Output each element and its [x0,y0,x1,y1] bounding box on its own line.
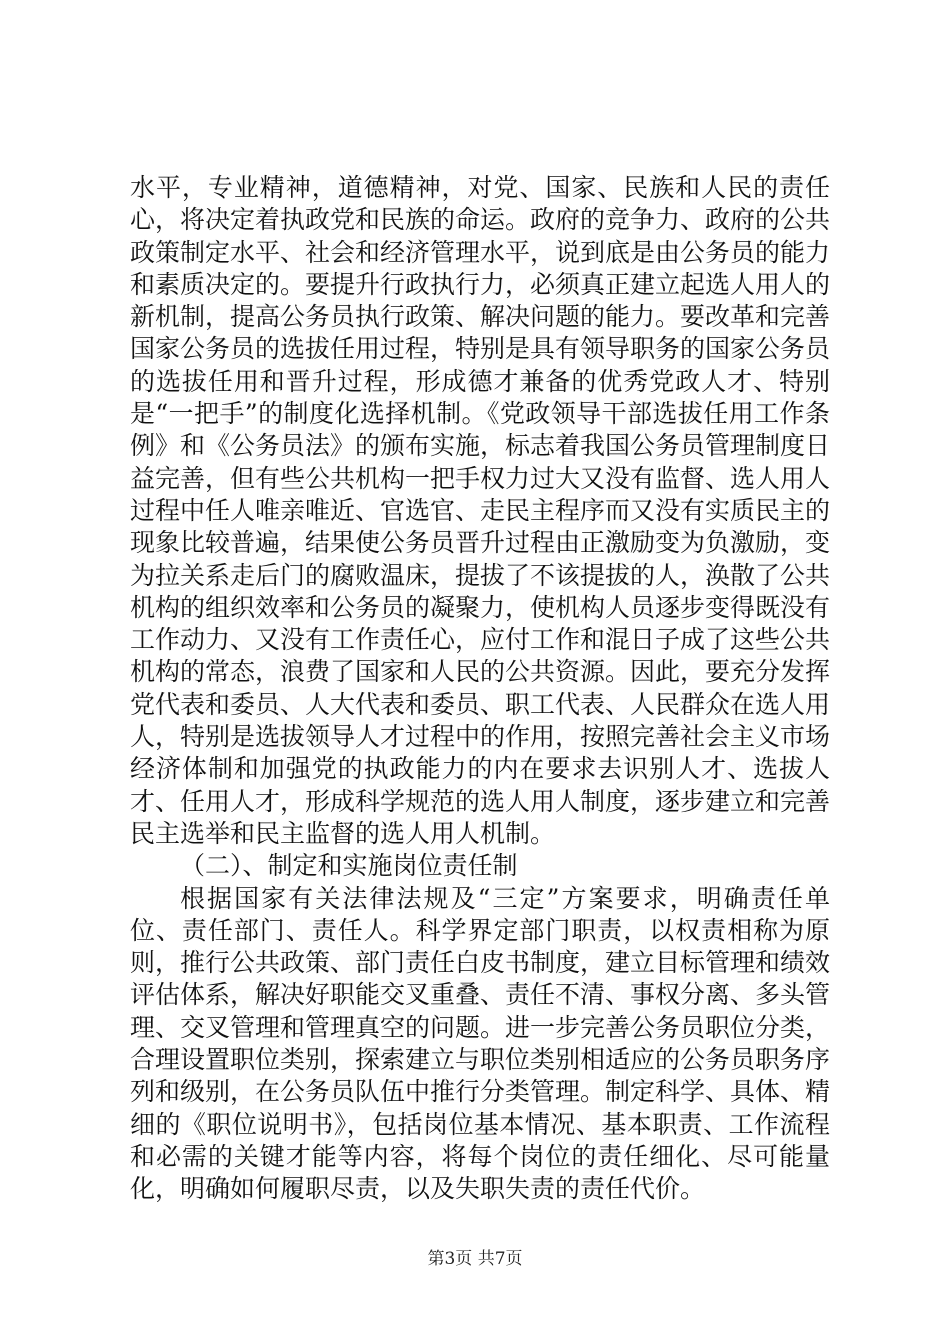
paragraph-responsibility: 根据国家有关法律法规及“三定”方案要求，明确责任单位、责任部门、责任人。科学界定部门职责，以权责相称为原则，推行公共政策、部门责任白皮书制度，建立目标管理和绩效评估体系，解决好职能交叉重叠、责任不清、事权分离、多头管理、交叉管理和管理真空的问题。进一步完善公务员职位分类，合理设置职位类别，探索建立与职位类别相适应的公务员职务序列和级别，在公务员队伍中推行分类管理。制定科学、具体、精细的《职位说明书》，包括岗位基本情况、基本职责、工作流程和必需的关键才能等内容，将每个岗位的责任细化、尽可能量化，明确如何履职尽责，以及失职失责的责任代价。 [130,883,831,1204]
page-number: 第3页 共7页 [427,1249,523,1269]
page-footer [0,1244,950,1269]
paragraph-continued: 水平，专业精神，道德精神，对党、国家、民族和人民的责任心，将决定着执政党和民族的命运。政府的竞争力、政府的公共政策制定水平、社会和经济管理水平，说到底是由公务员的能力和素质决定的。要提升行政执行力，必须真正建立起选人用人的新机制，提高公务员执行政策、解决问题的能力。要改革和完善国家公务员的选拔任用过程，特别是具有领导职务的国家公务员的选拔任用和晋升过程，形成德才兼备的优秀党政人才、特别是“一把手”的制度化选择机制。《党政领导干部选拔任用工作条例》和《公务员法》的颁布实施，标志着我国公务员管理制度日益完善，但有些公共机构一把手权力过大又没有监督、选人用人过程中任人唯亲唯近、官选官、走民主程序而又没有实质民主的现象比较普遍，结果使公务员晋升过程由正激励变为负激励，变为拉关系走后门的腐败温床，提拔了不该提拔的人，涣散了公共机构的组织效率和公务员的凝聚力，使机构人员逐步变得既没有工作动力、又没有工作责任心，应付工作和混日子成了这些公共机构的常态，浪费了国家和人民的公共资源。因此，要充分发挥党代表和委员、人大代表和委员、职工代表、人民群众在选人用人，特别是选拔领导人才过程中的作用，按照完善社会主义市场经济体制和加强党的执政能力的内在要求去识别人才、选拔人才、任用人才，形成科学规范的选人用人制度，逐步建立和完善民主选举和民主监督的选人用人机制。 [130,173,831,848]
section-heading: （二）、制定和实施岗位责任制 [180,851,518,881]
document-body [130,172,830,1206]
